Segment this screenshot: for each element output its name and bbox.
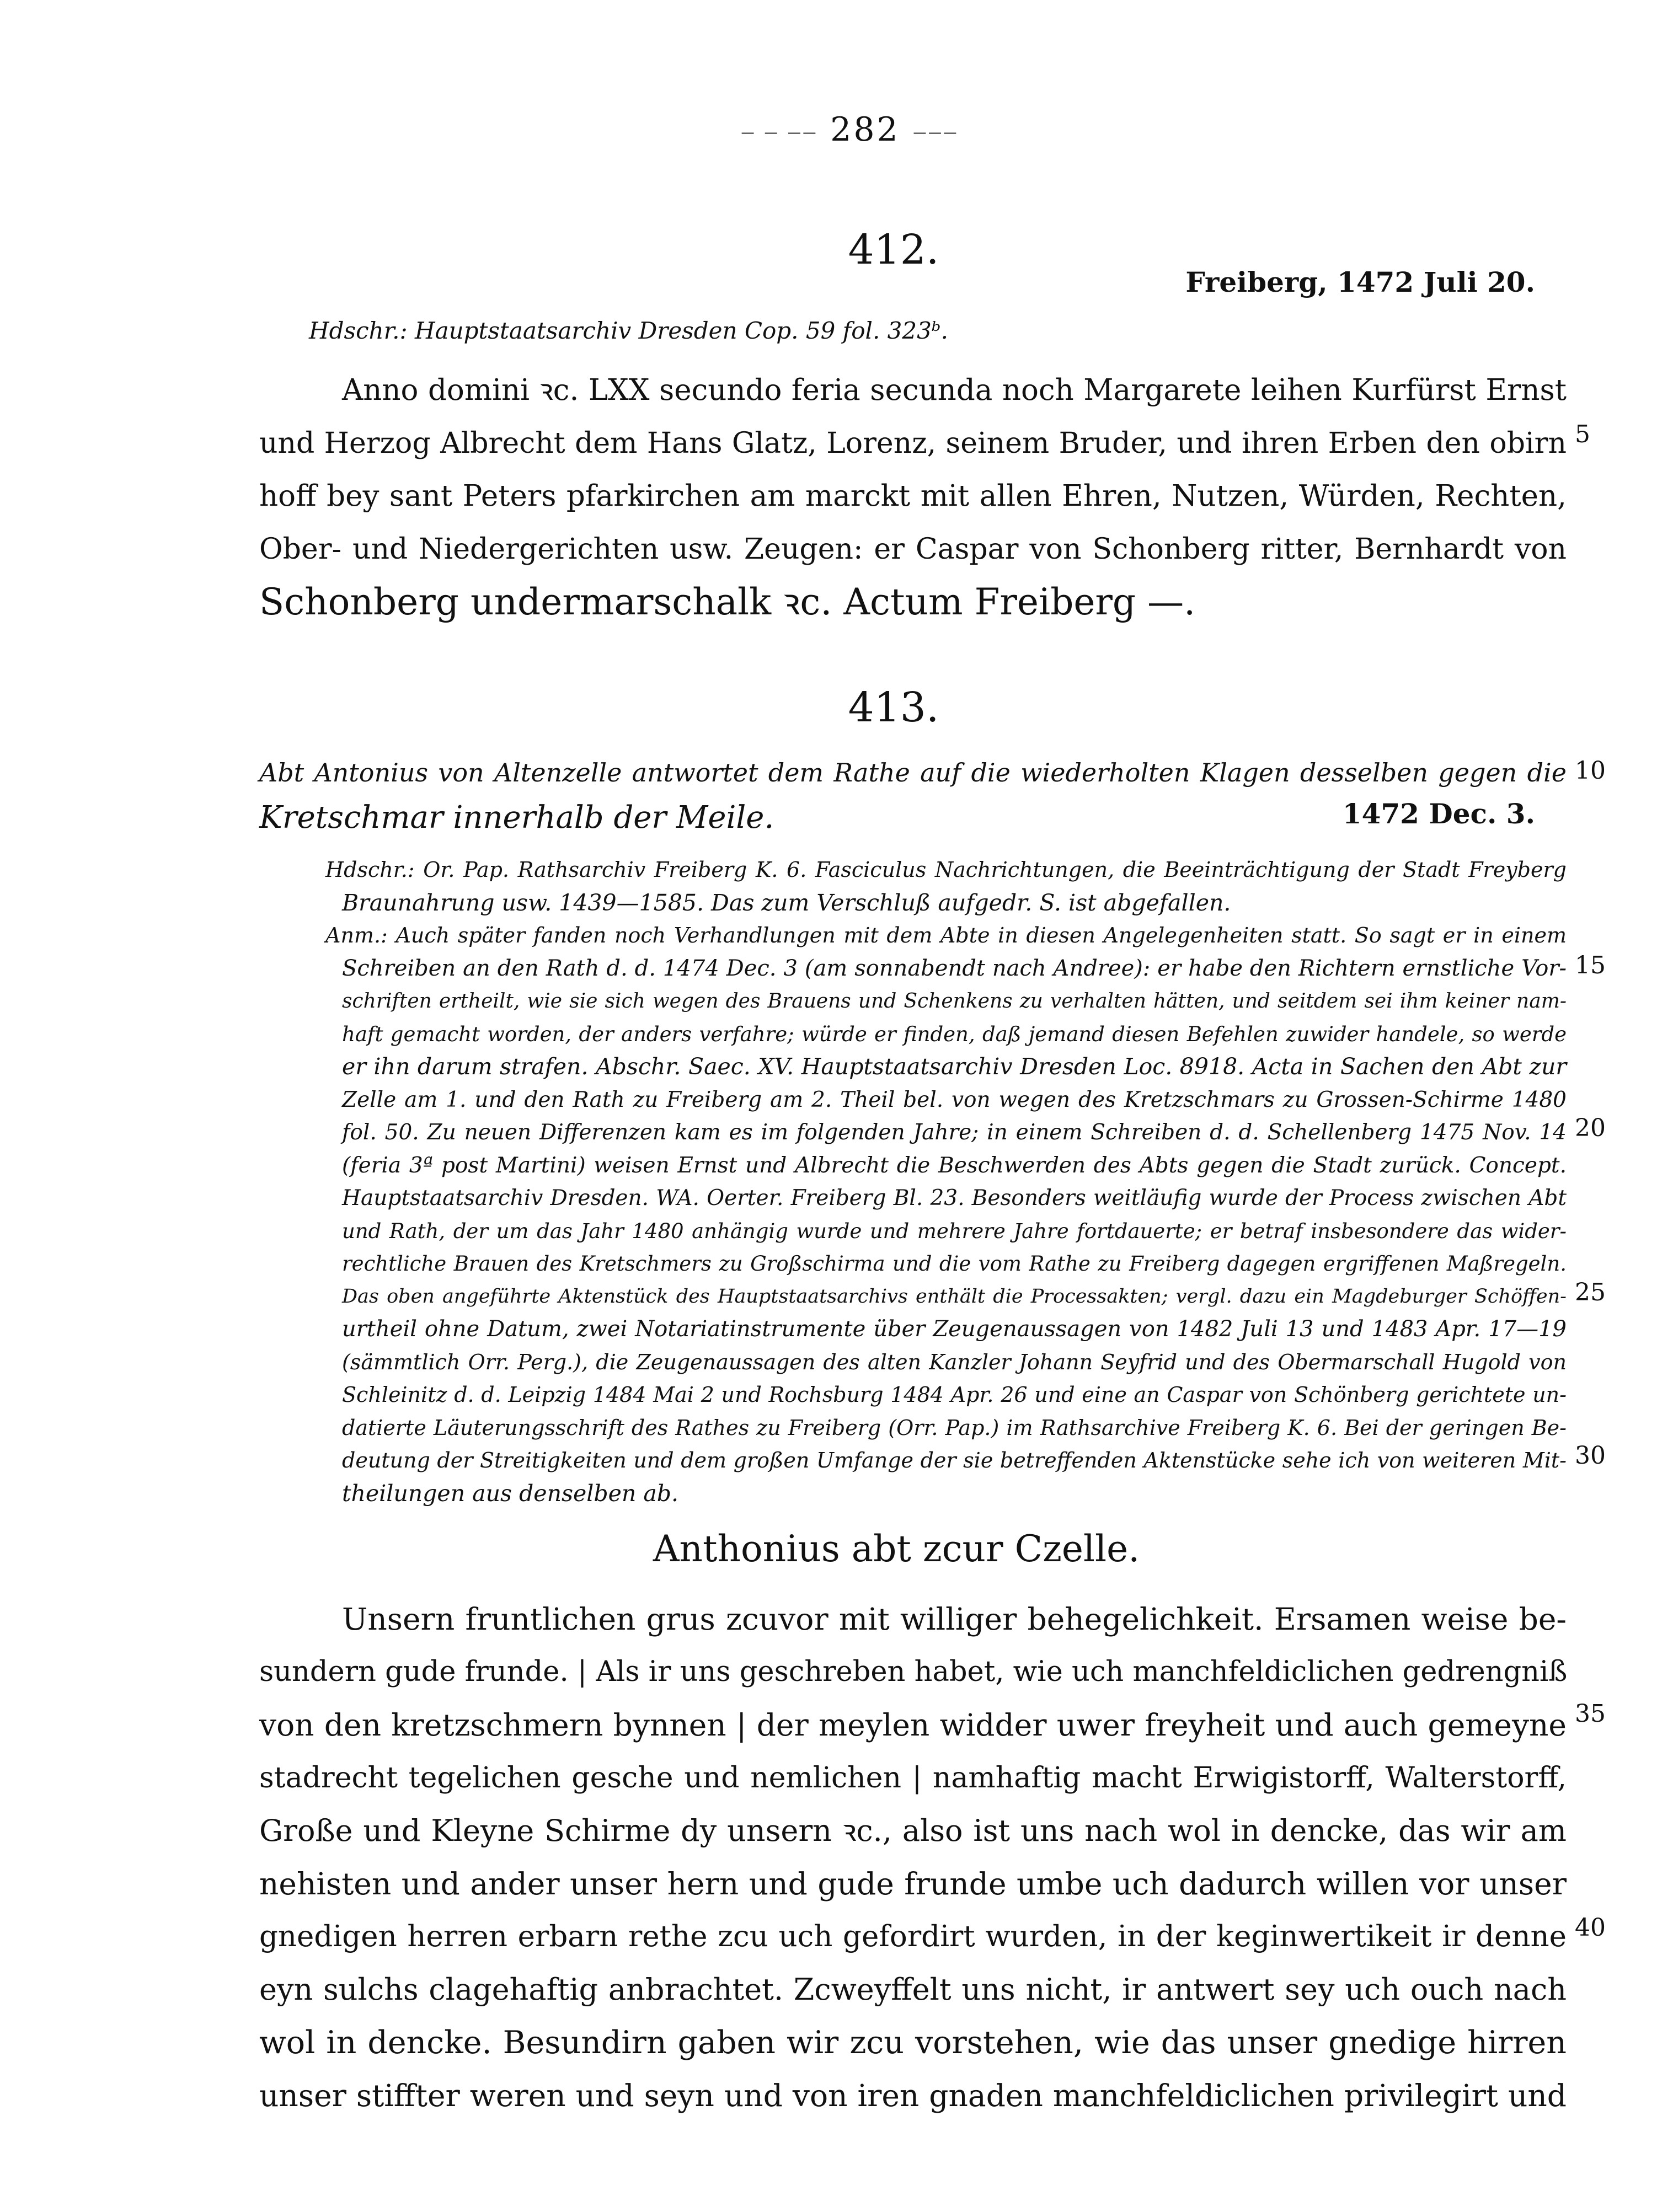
- entry-412-dateline: Freiberg, 1472 Juli 20.: [1185, 266, 1535, 298]
- letter-line: sundern gude frunde. | Als ir uns geschreben habet, wie uch manchfeldiclichen gedrengniß: [259, 1656, 1568, 1688]
- text-line: Ober- und Niedergerichten usw. Zeugen: er Caspar von Schonberg ritter, Bernhardt von: [259, 533, 1567, 566]
- line-number: 15: [1575, 951, 1606, 979]
- text-line: Schonberg undermarschalk ꝛc. Actum Freiberg —.: [259, 581, 1196, 623]
- note-line: Schreiben an den Rath d. d. 1474 Dec. 3 (am sonnabendt nach Andree): er habe den Richtern ernstliche Vor-: [342, 955, 1567, 981]
- letter-line: eyn sulchs clagehaftig anbrachtet. Zcweyffelt uns nicht, ir antwert sey uch ouch nach: [259, 1972, 1567, 2007]
- letter-line: unser stiffter weren und seyn und von iren gnaden manchfeldiclichen privilegirt und: [259, 2078, 1567, 2113]
- letter-line: stadrecht tegelichen gesche und nemlichen | namhaftig macht Erwigistorff, Walterstorff,: [259, 1761, 1567, 1795]
- entry-number-413: 413.: [848, 684, 939, 731]
- entry-number-412: 412.: [848, 226, 939, 274]
- text-line: hoff bey sant Peters pfarkirchen am marckt mit allen Ehren, Nutzen, Würden, Rechten,: [259, 479, 1567, 513]
- summary-line: Kretschmar innerhalb der Meile.: [259, 800, 774, 835]
- note-line: deutung der Streitigkeiten und dem großen Umfange der sie betreffenden Aktenstücke sehe ich von weiteren Mit-: [342, 1448, 1567, 1472]
- line-number: 25: [1575, 1278, 1606, 1306]
- entry-412-text: [259, 364, 1567, 629]
- line-number: 30: [1575, 1442, 1606, 1470]
- note-line: rechtliche Brauen des Kretschmers zu Großschirma und die vom Rathe zu Freiberg dagegen ergriffenen Maßregeln.: [342, 1252, 1567, 1276]
- note-line: Hauptstaatsarchiv Dresden. WA. Oerter. Freiberg Bl. 23. Besonders weitläufig wurde der Process zwischen Abt: [342, 1186, 1567, 1211]
- entry-413-notes: [325, 854, 1567, 1510]
- letter-line: wol in dencke. Besundirn gaben wir zcu vorstehen, wie das unser gnedige hirren: [259, 2024, 1567, 2061]
- note-line: er ihn darum strafen. Abschr. Saec. XV. Hauptstaatsarchiv Dresden Loc. 8918. Acta in Sachen den Abt zur: [342, 1053, 1567, 1080]
- text-line: und Herzog Albrecht dem Hans Glatz, Lorenz, seinem Bruder, und ihren Erben den obirn: [259, 427, 1567, 460]
- page-number-dash-left: ‒ ‒ ‒‒: [740, 119, 818, 145]
- note-line: Hdschr.: Or. Pap. Rathsarchiv Freiberg K. 6. Fasciculus Nachrichtungen, die Beeinträchtigung der Stadt Freyberg: [325, 858, 1567, 882]
- page-number-value: 282: [830, 110, 900, 149]
- note-line: urtheil ohne Datum, zwei Notariatinstrumente über Zeugenaussagen von 1482 Juli 13 und 1483 Apr. 17—19: [342, 1316, 1567, 1342]
- note-line: datierte Läuterungsschrift des Rathes zu Freiberg (Orr. Pap.) im Rathsarchive Freiberg K. 6. Bei der geringen Be-: [342, 1415, 1567, 1440]
- note-line: fol. 50. Zu neuen Differenzen kam es im folgenden Jahre; in einem Schreiben d. d. Schellenberg 1475 Nov. 14: [342, 1120, 1567, 1145]
- note-line: und Rath, der um das Jahr 1480 anhängig wurde und mehrere Jahre fortdauerte; er betraf insbesondere das wider-: [342, 1219, 1567, 1243]
- note-line: (feria 3ª post Martini) weisen Ernst und Albrecht die Beschwerden des Abts gegen die Stadt zurück. Concept.: [342, 1153, 1567, 1178]
- line-number: 10: [1575, 757, 1606, 785]
- letter-heading: Anthonius abt zcur Czelle.: [653, 1528, 1140, 1570]
- line-number: 35: [1575, 1700, 1606, 1728]
- text-line: Anno domini ꝛc. LXX secundo feria secunda noch Margarete leihen Kurfürst Ernst: [342, 373, 1567, 407]
- letter-line: von den kretzschmern bynnen | der meylen widder uwer freyheit und auch gemeyne: [259, 1707, 1567, 1743]
- letter-text: [259, 1593, 1567, 2122]
- letter-line: gnedigen herren erbarn rethe zcu uch gefordirt wurden, in der keginwertikeit ir denne: [259, 1920, 1567, 1953]
- note-line: Das oben angeführte Aktenstück des Hauptstaatsarchivs enthält die Processakten; vergl. dazu ein Magdeburger Schöffen-: [342, 1285, 1567, 1308]
- note-line: Zelle am 1. und den Rath zu Freiberg am 2. Theil bel. von wegen des Kretzschmars zu Grossen-Schirme 1480: [342, 1087, 1567, 1112]
- note-line: schriften ertheilt, wie sie sich wegen des Brauens und Schenkens zu verhalten hätten, und seitdem sei ihm keiner nam-: [342, 990, 1567, 1013]
- line-number: 20: [1575, 1114, 1606, 1142]
- note-line: Schleinitz d. d. Leipzig 1484 Mai 2 und Rochsburg 1484 Apr. 26 und eine an Caspar von Schönberg gerichtete un-: [342, 1383, 1567, 1407]
- line-number: 40: [1575, 1914, 1606, 1942]
- page-number: [739, 110, 960, 149]
- note-line: haft gemacht worden, der anders verfahre; würde er finden, daß jemand diesen Befehlen zuwider handele, so werde: [342, 1022, 1567, 1046]
- note-line: (sämmtlich Orr. Perg.), die Zeugenaussagen des alten Kanzler Johann Seyfrid und des Obermarschall Hugold von: [342, 1349, 1567, 1374]
- entry-412-source: Hdschr.: Hauptstaatsarchiv Dresden Cop. 59 fol. 323ᵇ.: [309, 317, 948, 344]
- note-line: Braunahrung usw. 1439—1585. Das zum Verschluß aufgedr. S. ist abgefallen.: [342, 889, 1231, 916]
- page-number-dash-right: ‒‒‒: [912, 119, 959, 145]
- summary-line: Abt Antonius von Altenzelle antwortet dem Rathe auf die wiederholten Klagen desselben gegen die: [259, 758, 1567, 788]
- line-number: 5: [1575, 420, 1590, 448]
- letter-line: nehisten und ander unser hern und gude frunde umbe uch dadurch willen vor unser: [259, 1866, 1567, 1902]
- entry-413-dateline: 1472 Dec. 3.: [1342, 797, 1535, 830]
- letter-line: Unsern fruntlichen grus zcuvor mit williger behegelichkeit. Ersamen weise be-: [342, 1602, 1567, 1637]
- note-line: theilungen aus denselben ab.: [342, 1480, 679, 1507]
- note-line: Anm.: Auch später fanden noch Verhandlungen mit dem Abte in diesen Angelegenheiten statt. So sagt er in einem: [325, 923, 1567, 947]
- letter-line: Große und Kleyne Schirme dy unsern ꝛc., also ist uns nach wol in dencke, das wir am: [259, 1813, 1567, 1848]
